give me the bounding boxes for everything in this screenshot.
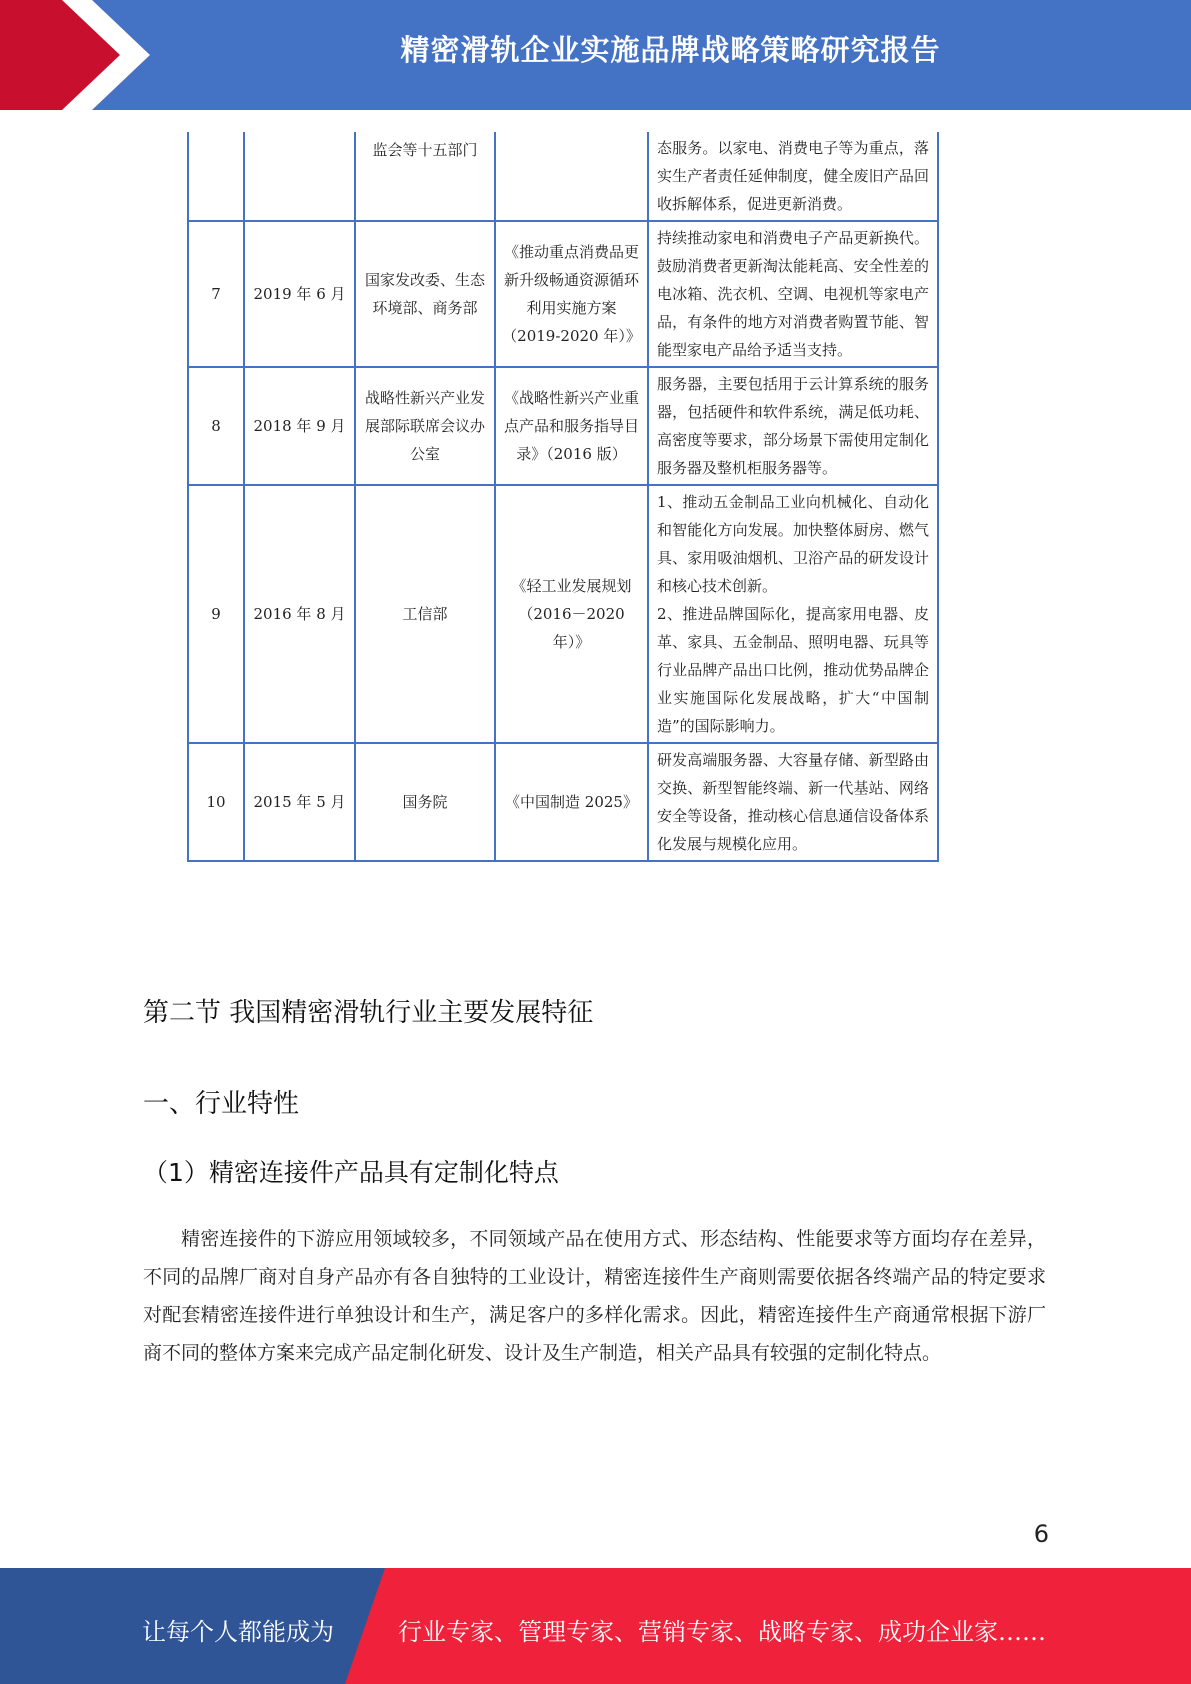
- page-number: 6: [1033, 1520, 1049, 1548]
- row-number: 10: [188, 743, 244, 861]
- row-date: 2016 年 8 月: [244, 485, 355, 743]
- row-date: 2015 年 5 月: [244, 743, 355, 861]
- row-date: 2019 年 6 月: [244, 221, 355, 367]
- row-document: [495, 132, 648, 221]
- row-document: 《中国制造 2025》: [495, 743, 648, 861]
- row-description: 持续推动家电和消费电子产品更新换代。鼓励消费者更新淘汰能耗高、安全性差的电冰箱、洗衣机、空调、电视机等家电产品，有条件的地方对消费者购置节能、智能型家电产品给予适当支持。: [648, 221, 938, 367]
- section-heading: 第二节 我国精密滑轨行业主要发展特征: [143, 998, 594, 1028]
- row-number: 9: [188, 485, 244, 743]
- subsection-heading: 一、行业特性: [143, 1089, 300, 1119]
- row-date: [244, 132, 355, 221]
- row-department: 监会等十五部门: [355, 132, 495, 221]
- row-description: 服务器，主要包括用于云计算系统的服务器，包括硬件和软件系统，满足低功耗、高密度等要求，部分场景下需使用定制化服务器及整机柜服务器等。: [648, 367, 938, 485]
- table-row: [188, 743, 938, 861]
- footer-slogan-right: 行业专家、管理专家、营销专家、战略专家、成功企业家……: [398, 1618, 1046, 1646]
- row-document: 《战略性新兴产业重点产品和服务指导目录》（2016 版）: [495, 367, 648, 485]
- row-date: 2018 年 9 月: [244, 367, 355, 485]
- row-number: [188, 132, 244, 221]
- report-title: 精密滑轨企业实施品牌战略策略研究报告: [400, 33, 941, 67]
- row-department: 战略性新兴产业发展部际联席会议办公室: [355, 367, 495, 485]
- table-row: [188, 132, 938, 221]
- row-department: 国务院: [355, 743, 495, 861]
- description-item-2: 2、推进品牌国际化，提高家用电器、皮革、家具、五金制品、照明电器、玩具等行业品牌产品出口比例，推动优势品牌企业实施国际化发展战略，扩大“中国制造”的国际影响力。: [657, 605, 929, 735]
- row-description: 态服务。以家电、消费电子等为重点，落实生产者责任延伸制度，健全废旧产品回收拆解体系，促进更新消费。: [648, 132, 938, 221]
- row-department: 工信部: [355, 485, 495, 743]
- table-row: [188, 485, 938, 743]
- row-document: 《推动重点消费品更新升级畅通资源循环利用实施方案（2019-2020 年）》: [495, 221, 648, 367]
- policy-table: [187, 132, 939, 862]
- row-department: 国家发改委、生态环境部、商务部: [355, 221, 495, 367]
- row-number: 7: [188, 221, 244, 367]
- page-header: [0, 0, 1191, 110]
- footer-slogan-left: 让每个人都能成为: [142, 1618, 334, 1646]
- row-description: 研发高端服务器、大容量存储、新型路由交换、新型智能终端、新一代基站、网络安全等设备，推动核心信息通信设备体系化发展与规模化应用。: [648, 743, 938, 861]
- sub-sub-heading: （1）精密连接件产品具有定制化特点: [143, 1158, 559, 1187]
- body-paragraph: 精密连接件的下游应用领域较多，不同领域产品在使用方式、形态结构、性能要求等方面均存在差异，不同的品牌厂商对自身产品亦有各自独特的工业设计，精密连接件生产商则需要依据各终端产品的特定要求对配套精密连接件进行单独设计和生产，满足客户的多样化需求。因此，精密连接件生产商通常根据下游厂商不同的整体方案来完成产品定制化研发、设计及生产制造，相关产品具有较强的定制化特点。: [143, 1228, 1046, 1364]
- description-item-1: 1、推动五金制品工业向机械化、自动化和智能化方向发展。加快整体厨房、燃气具、家用吸油烟机、卫浴产品的研发设计和核心技术创新。: [657, 493, 929, 595]
- table-row: [188, 367, 938, 485]
- row-document: 《轻工业发展规划（2016－2020 年）》: [495, 485, 648, 743]
- page-footer: [0, 1568, 1191, 1684]
- row-description: [648, 485, 938, 743]
- table-row: [188, 221, 938, 367]
- row-number: 8: [188, 367, 244, 485]
